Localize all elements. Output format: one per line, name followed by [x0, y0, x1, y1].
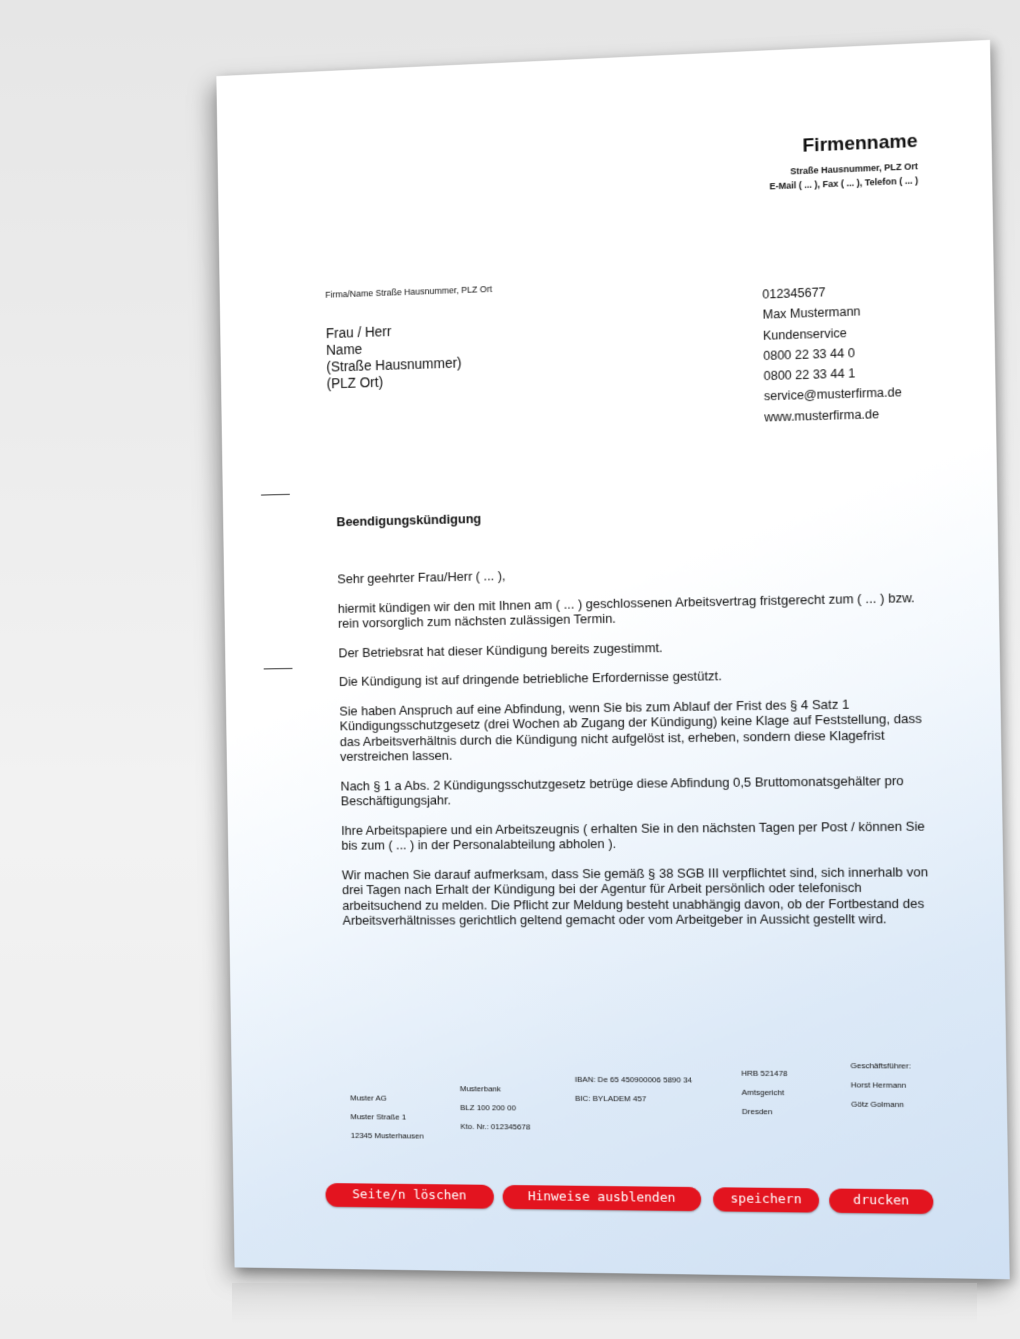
firm-address: Straße Hausnummer, PLZ Ort	[790, 161, 919, 177]
hide-hints-button[interactable]: Hinweise ausblenden	[503, 1185, 702, 1211]
footer-management	[850, 1056, 911, 1114]
contact-phone: 0800 22 33 44 0	[763, 345, 855, 363]
footer-line: Muster Straße 1	[350, 1112, 407, 1122]
footer-line: Muster AG	[350, 1093, 387, 1103]
contact-block	[762, 280, 902, 428]
footer-line: 12345 Musterhausen	[350, 1130, 424, 1141]
footer-line: Horst Hermann	[850, 1080, 907, 1090]
footer-company	[350, 1089, 424, 1146]
salutation: Sehr geehrter Frau/Herr ( ... ),	[337, 568, 506, 587]
firm-contact: E-Mail ( ... ), Fax ( ... ), Telefon ( ... )	[769, 175, 919, 192]
footer-line: Dresden	[741, 1106, 773, 1117]
footer-line: Geschäftsführer:	[850, 1061, 911, 1071]
letter-subject: Beendigungskündigung	[336, 510, 482, 530]
body-paragraph: Ihre Arbeitspapiere und ein Arbeitszeugnis ( erhalten Sie in den nächsten Tagen per Post / können Sie bis zum ( ... ) in der Personalabteilung abholen ).	[341, 817, 926, 853]
body-paragraph: Sie haben Anspruch auf eine Abfindung, wenn Sie bis zum Ablauf der Frist des § 4 Satz 1 Kündigungsschutzgesetz (drei Wochen ab Zugang der Kündigung) keine Klage auf Feststellung, dass das Arbeitsverhältnis durch die Kündigung nicht aufgelöst ist, erheben, sondern diese Klagefrist verstreichen lassen.	[339, 696, 922, 764]
body-paragraph: Wir machen Sie darauf aufmerksam, dass Sie gemäß § 38 SGB III verpflichtet sind, sich innerhalb von drei Tagen nach Erhalt der Kündigung bei der Agentur für Arbeit persönlich oder telefonisch arbeitsuchend zu melden. Die Pflicht zur Meldung besteht unabhängig davon, ob der Fortbestand des Arbeitsverhältnisses gerichtlich geltend gemacht oder vom Arbeitgeber in Aussicht gestellt wird.	[341, 863, 929, 928]
fold-mark	[264, 668, 293, 669]
body-paragraph: Der Betriebsrat hat dieser Kündigung bereits zugestimmt.	[338, 639, 663, 660]
contact-fax: 0800 22 33 44 1	[763, 366, 856, 384]
footer-line: IBAN: De 65 450900006 5890 34	[574, 1074, 693, 1085]
document-reflection	[232, 1283, 977, 1323]
footer-line: Götz Golmann	[850, 1099, 904, 1110]
footer-line: Kto. Nr.: 012345678	[460, 1121, 531, 1132]
delete-pages-button[interactable]: Seite/n löschen	[325, 1183, 494, 1209]
body-paragraph: hiermit kündigen wir den mit Ihnen am ( ... ) geschlossenen Arbeitsvertrag fristgerecht zum ( ... ) bzw. rein vorsorglich zum nächsten zulässigen Termin.	[337, 589, 915, 631]
recipient-line: Frau / Herr	[325, 323, 392, 342]
contact-website: www.musterfirma.de	[764, 406, 880, 425]
save-button[interactable]: speichern	[713, 1187, 819, 1212]
recipient-line: (Straße Hausnummer)	[326, 354, 462, 375]
contact-reference: 012345677	[762, 285, 826, 302]
contact-person: Max Mustermann	[762, 304, 861, 323]
recipient-line: Name	[325, 340, 363, 358]
recipient-address	[326, 321, 462, 393]
footer-line: Amtsgericht	[741, 1087, 785, 1098]
contact-email: service@musterfirma.de	[763, 385, 902, 404]
footer-line: Musterbank	[459, 1084, 501, 1094]
contact-department: Kundenservice	[762, 325, 847, 343]
letter-body	[337, 559, 930, 942]
footer-line: BLZ 100 200 00	[460, 1103, 517, 1113]
body-paragraph: Nach § 1 a Abs. 2 Kündigungsschutzgesetz betrüge diese Abfindung 0,5 Bruttomonatsgehälter pro Beschäftigungsjahr.	[340, 772, 904, 809]
footer-bank	[460, 1079, 531, 1136]
footer-line: HRB 521478	[741, 1068, 788, 1079]
footer-line: BIC: BYLADEM 457	[575, 1093, 647, 1104]
footer-iban	[575, 1070, 693, 1109]
firm-name: Firmenname	[802, 130, 918, 157]
print-button[interactable]: drucken	[829, 1188, 933, 1214]
footer-register	[741, 1064, 788, 1122]
letter-document	[216, 40, 1009, 1279]
fold-mark	[261, 494, 290, 496]
return-address: Firma/Name Straße Hausnummer, PLZ Ort	[325, 283, 493, 300]
body-paragraph: Die Kündigung ist auf dringende betriebliche Erfordernisse gestützt.	[338, 668, 722, 689]
recipient-line: (PLZ Ort)	[326, 373, 384, 392]
